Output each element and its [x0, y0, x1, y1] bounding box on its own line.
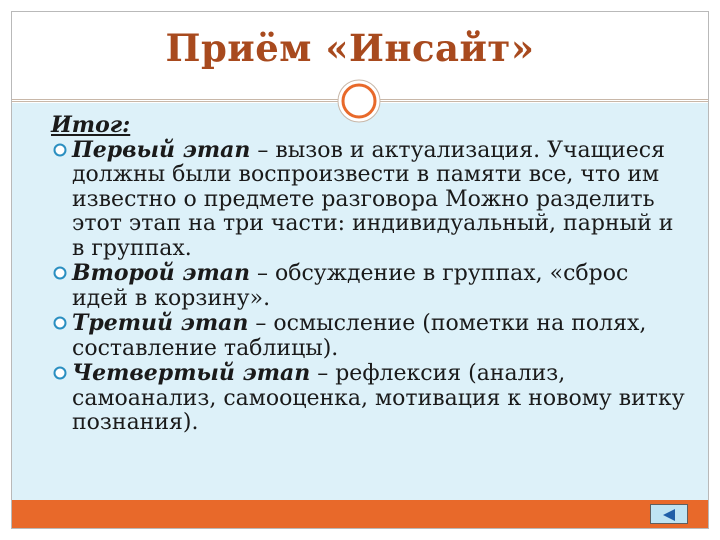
- list-item: [47, 361, 687, 436]
- circle-bullet-icon: [53, 143, 67, 157]
- stage-description: – осмысление (пометки на полях, составление таблицы).: [72, 311, 647, 361]
- list-item: [47, 138, 687, 262]
- stage-term: Третий этап: [72, 310, 249, 336]
- back-arrow-icon: [661, 508, 677, 522]
- circle-bullet-icon: [53, 266, 67, 280]
- circle-bullet-icon: [53, 366, 67, 380]
- stage-description: – рефлексия (анализ, самоанализ, самооценка, мотивация к новому витку познания).: [72, 361, 685, 435]
- stage-description: – обсуждение в группах, «сброс идей в корзину».: [72, 261, 629, 311]
- list-item: [47, 261, 687, 311]
- back-button[interactable]: [650, 504, 688, 524]
- stage-term: Первый этап: [72, 136, 251, 163]
- bottom-bar: [12, 500, 708, 528]
- stage-list: [47, 138, 687, 436]
- stage-term: Четвертый этап: [72, 360, 311, 386]
- stage-term: Второй этап: [72, 260, 250, 286]
- slide-body: [47, 113, 687, 436]
- circle-bullet-icon: [53, 316, 67, 330]
- slide-title: Приём «Инсайт»: [165, 26, 535, 70]
- stage-description: – вызов и актуализация. Учащиеся должны были воспроизвести в памяти все, что им известно о предмете разговора Можно разделить этот этап на три части: индивидуальный, парный и в группах.: [72, 137, 674, 261]
- summary-heading: Итог:: [51, 112, 131, 138]
- list-item: [47, 311, 687, 361]
